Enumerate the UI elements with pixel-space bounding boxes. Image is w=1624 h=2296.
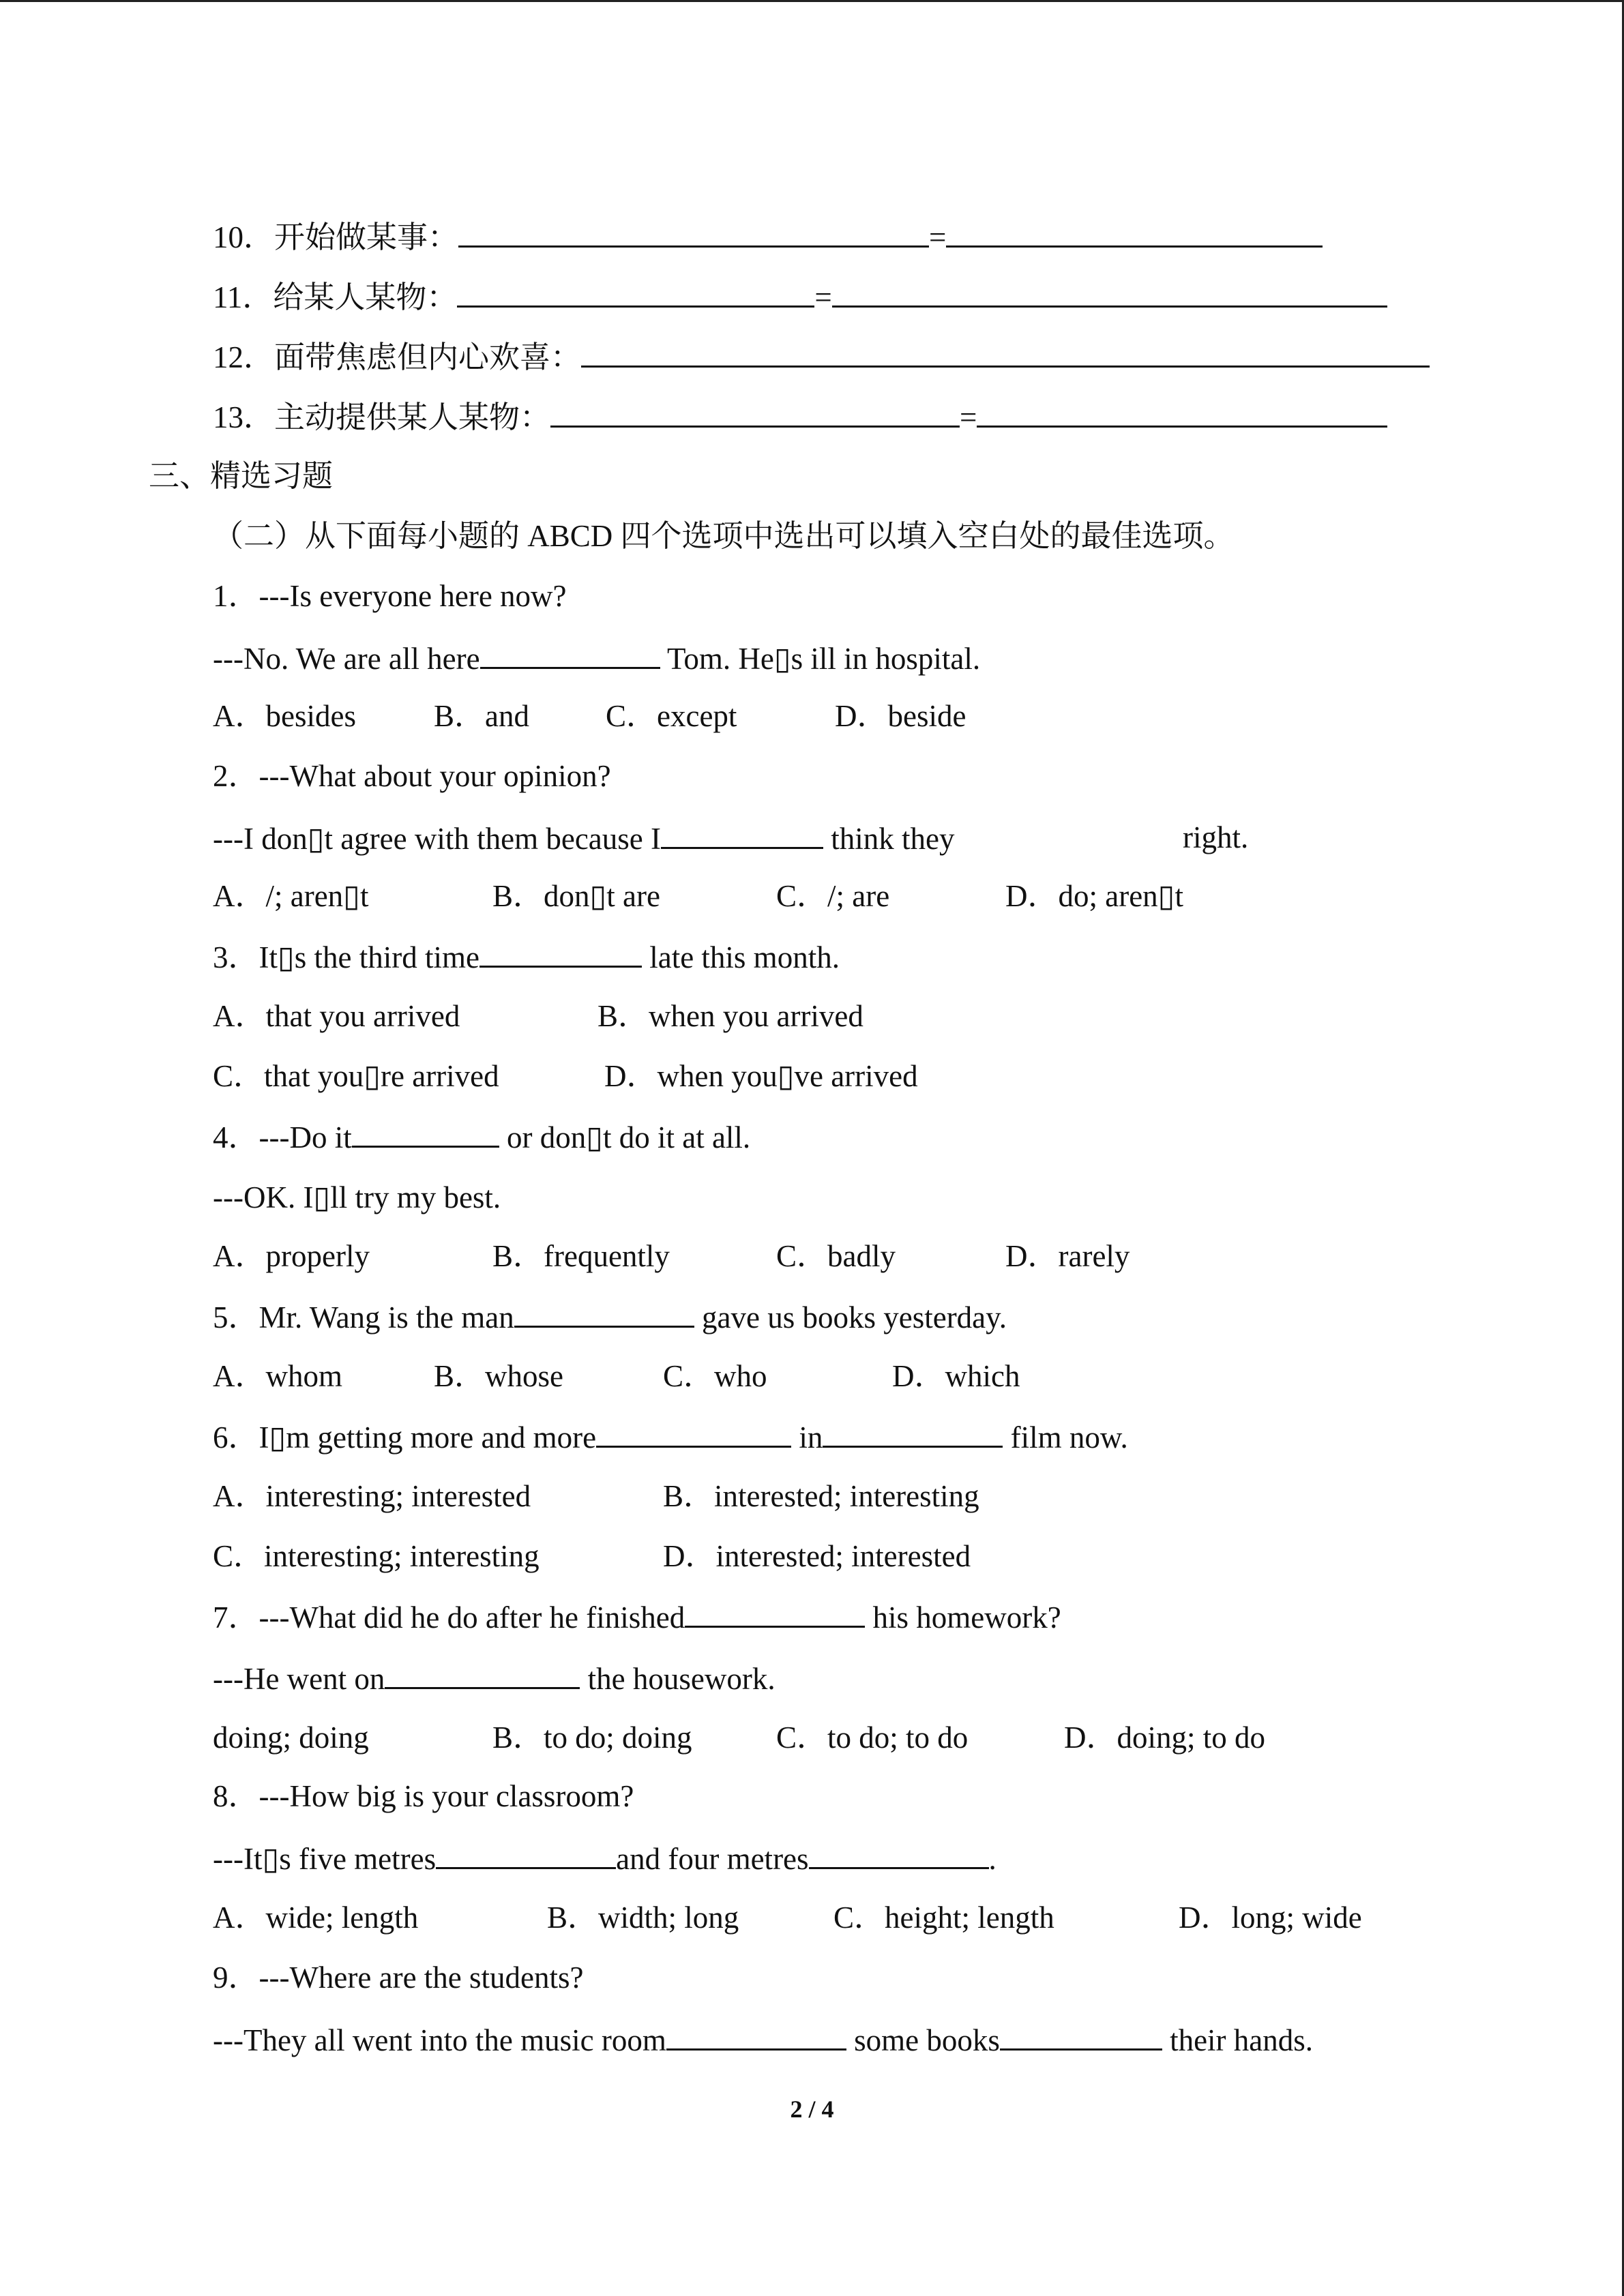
question-9-reply (213, 2018, 1313, 2059)
equals-sign: = (960, 400, 977, 434)
answer-blank[interactable] (550, 396, 960, 428)
answer-blank[interactable] (809, 1837, 989, 1869)
question-8-stem: 8．---How big is your classroom? (213, 1779, 634, 1813)
question-9-stem: 9．---Where are the students? (213, 1960, 584, 1995)
option-a[interactable]: A．wide; length (213, 1900, 419, 1935)
question-7-options (213, 1717, 1509, 1758)
question-2-reply (213, 817, 1372, 858)
fill-item-13 (213, 396, 1387, 436)
reply-text: ---No. We are all here (213, 642, 480, 676)
fill-item-11 (213, 275, 1387, 316)
reply-text: and four metres (616, 1842, 809, 1876)
reply-text: their hands. (1162, 2023, 1314, 2057)
option-d[interactable]: D．doing; to do (1064, 1720, 1266, 1755)
option-b[interactable]: B．whose (434, 1359, 563, 1393)
reply-text: ---It▯s five metres (213, 1842, 437, 1876)
answer-blank[interactable] (661, 817, 823, 849)
fill-item-12 (213, 336, 1430, 376)
fill-item-label: 10．开始做某事： (213, 220, 459, 254)
reply-text: ---They all went into the music room (213, 2023, 666, 2057)
option-d[interactable]: D．beside (835, 699, 966, 733)
reply-text: ---He went on (213, 1662, 385, 1696)
question-1-reply (213, 637, 980, 678)
option-b[interactable]: B．don▯t are (492, 879, 660, 913)
section-instruction: （二）从下面每小题的 ABCD 四个选项中选出可以填入空白处的最佳选项。 (213, 519, 1235, 553)
option-d[interactable]: D．do; aren▯t (1005, 879, 1183, 913)
question-4-stem (213, 1116, 750, 1157)
question-8-options (213, 1897, 1509, 1938)
reply-text: right. (1183, 820, 1249, 854)
fill-item-label: 11．给某人某物： (213, 280, 458, 314)
option-b[interactable]: B．and (434, 699, 529, 733)
reply-text: think they (823, 822, 955, 856)
answer-blank[interactable] (596, 1416, 791, 1448)
answer-blank[interactable] (457, 275, 814, 308)
equals-sign: = (929, 220, 947, 254)
answer-blank[interactable] (514, 1296, 694, 1328)
option-a[interactable]: A．whom (213, 1359, 342, 1393)
option-c[interactable]: C．interesting; interesting (213, 1539, 540, 1573)
question-6-options-row2 (213, 1536, 1509, 1577)
reply-text: ---I don▯t agree with them because I (213, 822, 661, 856)
option-c[interactable]: C．/; are (776, 879, 890, 913)
page-number: 2 / 4 (790, 2096, 834, 2123)
answer-blank[interactable] (352, 1116, 499, 1148)
option-c[interactable]: C．who (663, 1359, 767, 1393)
answer-blank[interactable] (436, 1837, 616, 1869)
option-b[interactable]: B．frequently (492, 1239, 670, 1273)
question-7-reply (213, 1657, 776, 1698)
question-3-stem (213, 936, 840, 976)
reply-text: . (988, 1842, 996, 1876)
option-d[interactable]: D．which (892, 1359, 1020, 1393)
question-7-stem (213, 1596, 1061, 1637)
answer-blank[interactable] (1000, 2018, 1162, 2051)
reply-text: the housework. (580, 1662, 776, 1696)
fill-item-label: 12．面带焦虑但内心欢喜： (213, 340, 582, 374)
option-b[interactable]: B．interested; interesting (663, 1479, 979, 1513)
stem-text: film now. (1003, 1420, 1128, 1455)
stem-text: 3．It▯s the third time (213, 940, 479, 974)
option-a[interactable]: A．besides (213, 699, 356, 733)
option-c[interactable]: C．that you▯re arrived (213, 1059, 499, 1093)
option-a[interactable]: A．/; aren▯t (213, 879, 369, 913)
option-c[interactable]: C．height; length (833, 1900, 1054, 1935)
answer-blank[interactable] (480, 637, 660, 669)
option-a[interactable]: A．properly (213, 1239, 370, 1273)
option-d[interactable]: D．rarely (1005, 1239, 1130, 1273)
question-6-stem (213, 1416, 1128, 1457)
question-8-reply (213, 1837, 996, 1878)
stem-text: 6．I▯m getting more and more (213, 1420, 597, 1455)
option-b[interactable]: B．when you arrived (597, 999, 863, 1033)
equals-sign: = (814, 280, 832, 314)
option-b[interactable]: B．width; long (547, 1900, 739, 1935)
question-1-stem: 1．---Is everyone here now? (213, 579, 567, 613)
stem-text: in (791, 1420, 823, 1455)
stem-text: 4．---Do it (213, 1120, 352, 1154)
option-d[interactable]: D．interested; interested (663, 1539, 971, 1573)
section-title: 三、精选习题 (149, 459, 334, 493)
option-a[interactable]: doing; doing (213, 1720, 369, 1755)
option-d[interactable]: D．when you▯ve arrived (604, 1059, 918, 1093)
option-c[interactable]: C．badly (776, 1239, 896, 1273)
question-2-options (213, 876, 1509, 916)
question-3-options-row1 (213, 996, 1509, 1037)
answer-blank[interactable] (832, 275, 1387, 308)
question-4-options (213, 1236, 1509, 1277)
question-5-options (213, 1356, 1509, 1397)
question-1-options (213, 696, 1509, 736)
question-3-options-row2 (213, 1056, 1509, 1097)
answer-blank[interactable] (385, 1657, 580, 1689)
stem-text: his homework? (865, 1600, 1061, 1635)
option-d[interactable]: D．long; wide (1179, 1900, 1362, 1935)
question-2-stem: 2．---What about your opinion? (213, 759, 611, 793)
answer-blank[interactable] (823, 1416, 1003, 1448)
reply-text: Tom. He▯s ill in hospital. (660, 642, 981, 676)
stem-text: 5．Mr. Wang is the man (213, 1300, 514, 1335)
fill-item-10 (213, 215, 1323, 256)
reply-text: some books (846, 2023, 1000, 2057)
option-a[interactable]: A．that you arrived (213, 999, 460, 1033)
question-6-options-row1 (213, 1476, 1509, 1517)
option-c[interactable]: C．to do; to do (776, 1720, 969, 1755)
stem-text: late this month. (641, 940, 840, 974)
option-b[interactable]: B．to do; doing (492, 1720, 692, 1755)
answer-blank[interactable] (946, 215, 1323, 248)
fill-item-label: 13．主动提供某人某物： (213, 400, 551, 434)
option-a[interactable]: A．interesting; interested (213, 1479, 531, 1513)
stem-text: 7．---What did he do after he finished (213, 1600, 685, 1635)
answer-blank[interactable] (581, 336, 1430, 368)
question-4-reply: ---OK. I▯ll try my best. (213, 1180, 501, 1214)
answer-blank[interactable] (458, 215, 929, 248)
answer-blank[interactable] (666, 2018, 846, 2051)
stem-text: gave us books yesterday. (694, 1300, 1007, 1335)
answer-blank[interactable] (685, 1596, 865, 1628)
question-5-stem (213, 1296, 1007, 1337)
answer-blank[interactable] (977, 396, 1387, 428)
option-c[interactable]: C．except (606, 699, 737, 733)
stem-text: or don▯t do it at all. (499, 1120, 751, 1154)
answer-blank[interactable] (479, 936, 642, 968)
